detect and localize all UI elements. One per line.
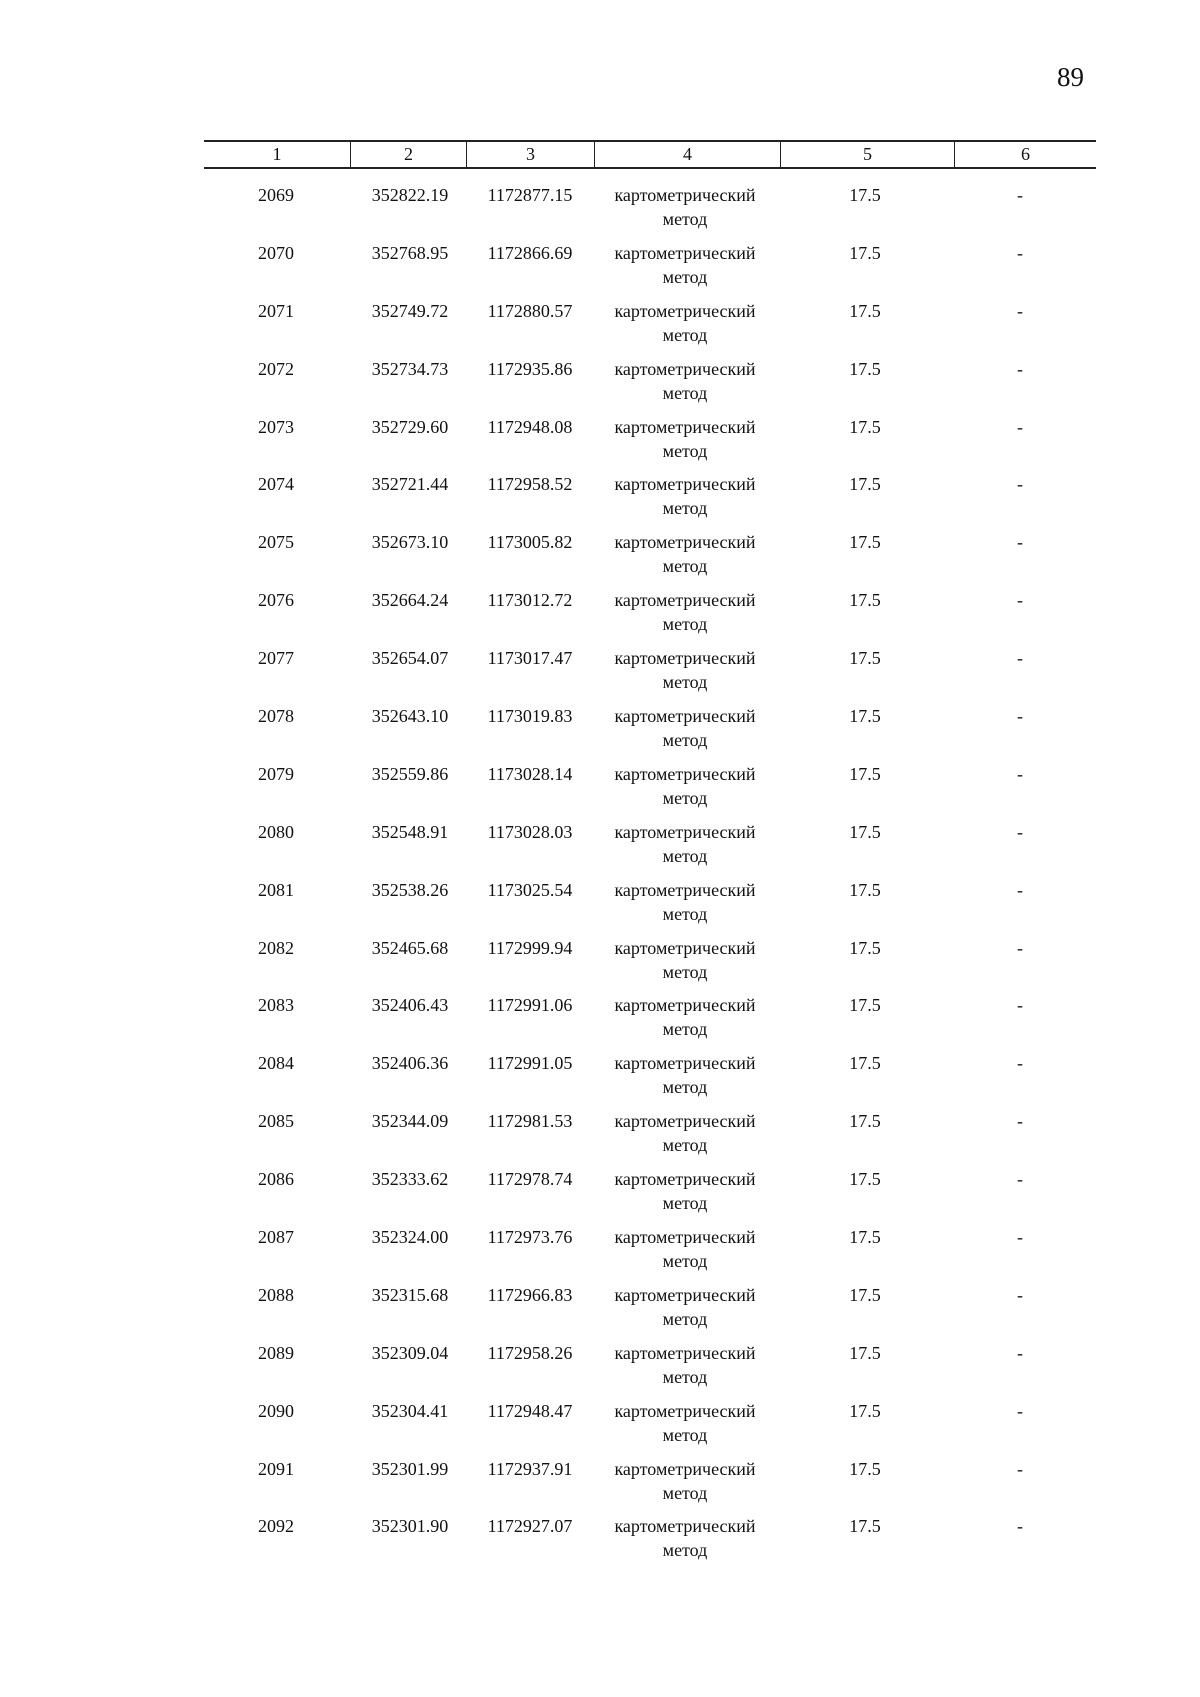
table-row <box>0 530 1200 588</box>
method-line-2: метод <box>662 1482 708 1503</box>
x-coordinate-cell: 352673.10 <box>371 532 449 553</box>
method-cell <box>590 820 780 868</box>
method-line-2: метод <box>662 1424 708 1445</box>
y-coordinate-cell: 1173028.03 <box>487 821 573 842</box>
method-line-2: метод <box>662 1251 708 1272</box>
x-coordinate-cell: 352301.90 <box>371 1516 449 1537</box>
y-coordinate-cell: 1173017.47 <box>487 648 573 669</box>
y-coordinate-cell: 1172958.26 <box>487 1342 573 1363</box>
method-line-1: картометрический <box>614 358 756 379</box>
method-cell <box>590 878 780 926</box>
x-coordinate-cell: 352768.95 <box>371 242 449 263</box>
accuracy-cell: 17.5 <box>849 416 881 437</box>
y-coordinate-cell: 1172927.07 <box>487 1516 573 1537</box>
x-coordinate-cell: 352643.10 <box>371 706 449 727</box>
method-line-1: картометрический <box>614 821 756 842</box>
method-cell <box>590 472 780 520</box>
method-line-1: картометрический <box>614 1169 756 1190</box>
method-line-2: метод <box>662 903 708 924</box>
method-line-2: метод <box>662 845 708 866</box>
point-number-cell: 2092 <box>258 1516 294 1537</box>
table-row <box>0 472 1200 530</box>
method-line-2: метод <box>662 1308 708 1329</box>
method-line-1: картометрический <box>614 1284 756 1305</box>
method-cell <box>590 993 780 1041</box>
x-coordinate-cell: 352344.09 <box>371 1111 449 1132</box>
column-header-1: 1 <box>272 144 282 164</box>
column-header-5: 5 <box>780 142 954 167</box>
point-number-cell: 2090 <box>258 1400 294 1421</box>
note-cell: - <box>1017 821 1023 842</box>
note-cell: - <box>1017 1342 1023 1363</box>
x-coordinate-cell: 352749.72 <box>371 300 449 321</box>
note-cell: - <box>1017 300 1023 321</box>
table-row <box>0 993 1200 1051</box>
table-row <box>0 1109 1200 1167</box>
table-row <box>0 299 1200 357</box>
note-cell: - <box>1017 648 1023 669</box>
note-cell: - <box>1017 937 1023 958</box>
x-coordinate-cell: 352406.36 <box>371 1053 449 1074</box>
table-row <box>0 646 1200 704</box>
point-number-cell: 2086 <box>258 1169 294 1190</box>
note-cell: - <box>1017 416 1023 437</box>
point-number-cell: 2078 <box>258 706 294 727</box>
table-row <box>0 1225 1200 1283</box>
point-number-cell: 2079 <box>258 763 294 784</box>
method-cell <box>590 646 780 694</box>
method-line-2: метод <box>662 672 708 693</box>
accuracy-cell: 17.5 <box>849 763 881 784</box>
method-line-1: картометрический <box>614 242 756 263</box>
y-coordinate-cell: 1172981.53 <box>487 1111 573 1132</box>
method-cell <box>590 704 780 752</box>
y-coordinate-cell: 1173025.54 <box>487 879 573 900</box>
accuracy-cell: 17.5 <box>849 937 881 958</box>
method-line-2: метод <box>662 498 708 519</box>
y-coordinate-cell: 1172978.74 <box>487 1169 573 1190</box>
method-line-1: картометрический <box>614 590 756 611</box>
accuracy-cell: 17.5 <box>849 1284 881 1305</box>
method-cell <box>590 299 780 347</box>
accuracy-cell: 17.5 <box>849 648 881 669</box>
accuracy-cell: 17.5 <box>849 1053 881 1074</box>
note-cell: - <box>1017 474 1023 495</box>
method-cell <box>590 357 780 405</box>
accuracy-cell: 17.5 <box>849 242 881 263</box>
accuracy-cell: 17.5 <box>849 185 881 205</box>
point-number-cell: 2081 <box>258 879 294 900</box>
note-cell: - <box>1017 995 1023 1016</box>
method-line-2: метод <box>662 1135 708 1156</box>
accuracy-cell: 17.5 <box>849 1111 881 1132</box>
point-number-cell: 2075 <box>258 532 294 553</box>
point-number-cell: 2080 <box>258 821 294 842</box>
method-line-1: картометрический <box>614 879 756 900</box>
method-line-2: метод <box>662 324 708 345</box>
method-line-2: метод <box>662 382 708 403</box>
point-number-cell: 2072 <box>258 358 294 379</box>
method-line-1: картометрический <box>614 1111 756 1132</box>
x-coordinate-cell: 352721.44 <box>371 474 449 495</box>
y-coordinate-cell: 1172935.86 <box>487 358 573 379</box>
column-header-6: 6 <box>954 142 1096 167</box>
x-coordinate-cell: 352333.62 <box>371 1169 449 1190</box>
method-line-1: картометрический <box>614 1227 756 1248</box>
y-coordinate-cell: 1172966.83 <box>487 1284 573 1305</box>
method-line-2: метод <box>662 961 708 982</box>
y-coordinate-cell: 1172866.69 <box>487 242 573 263</box>
method-line-1: картометрический <box>614 1516 756 1537</box>
point-number-cell: 2074 <box>258 474 294 495</box>
point-number-cell: 2091 <box>258 1458 294 1479</box>
method-line-1: картометрический <box>614 185 756 205</box>
method-cell <box>590 1341 780 1389</box>
method-line-2: метод <box>662 209 708 229</box>
table-header <box>204 140 1096 169</box>
method-line-2: метод <box>662 614 708 635</box>
method-line-2: метод <box>662 1019 708 1040</box>
accuracy-cell: 17.5 <box>849 1227 881 1248</box>
note-cell: - <box>1017 1284 1023 1305</box>
point-number-cell: 2077 <box>258 648 294 669</box>
table-body <box>0 183 1200 1572</box>
table-row <box>0 588 1200 646</box>
note-cell: - <box>1017 358 1023 379</box>
method-cell <box>590 762 780 810</box>
y-coordinate-cell: 1172958.52 <box>487 474 573 495</box>
accuracy-cell: 17.5 <box>849 532 881 553</box>
note-cell: - <box>1017 1516 1023 1537</box>
method-line-2: метод <box>662 440 708 461</box>
method-line-1: картометрический <box>614 648 756 669</box>
method-cell <box>590 530 780 578</box>
accuracy-cell: 17.5 <box>849 1516 881 1537</box>
y-coordinate-cell: 1173028.14 <box>487 763 573 784</box>
y-coordinate-cell: 1172973.76 <box>487 1227 573 1248</box>
method-line-1: картометрический <box>614 474 756 495</box>
point-number-cell: 2088 <box>258 1284 294 1305</box>
table-row <box>0 936 1200 994</box>
method-line-2: метод <box>662 1193 708 1214</box>
y-coordinate-cell: 1172937.91 <box>487 1458 573 1479</box>
x-coordinate-cell: 352301.99 <box>371 1458 449 1479</box>
point-number-cell: 2089 <box>258 1342 294 1363</box>
y-coordinate-cell: 1172991.05 <box>487 1053 573 1074</box>
method-cell <box>590 1283 780 1331</box>
method-line-1: картометрический <box>614 1053 756 1074</box>
method-cell <box>590 1457 780 1505</box>
method-line-2: метод <box>662 1366 708 1387</box>
point-number-cell: 2083 <box>258 995 294 1016</box>
accuracy-cell: 17.5 <box>849 995 881 1016</box>
x-coordinate-cell: 352822.19 <box>371 185 449 205</box>
note-cell: - <box>1017 1169 1023 1190</box>
table-row <box>0 241 1200 299</box>
x-coordinate-cell: 352548.91 <box>371 821 449 842</box>
method-line-1: картометрический <box>614 763 756 784</box>
table-row <box>0 357 1200 415</box>
method-cell <box>590 1109 780 1157</box>
method-line-2: метод <box>662 787 708 808</box>
x-coordinate-cell: 352664.24 <box>371 590 449 611</box>
accuracy-cell: 17.5 <box>849 1342 881 1363</box>
method-cell <box>590 1514 780 1562</box>
table-row <box>0 1341 1200 1399</box>
x-coordinate-cell: 352315.68 <box>371 1284 449 1305</box>
y-coordinate-cell: 1173019.83 <box>487 706 573 727</box>
page-number: 89 <box>1057 62 1084 92</box>
column-header-4: 4 <box>594 142 780 167</box>
method-line-2: метод <box>662 730 708 751</box>
y-coordinate-cell: 1172991.06 <box>487 995 573 1016</box>
x-coordinate-cell: 352729.60 <box>371 416 449 437</box>
note-cell: - <box>1017 242 1023 263</box>
note-cell: - <box>1017 763 1023 784</box>
x-coordinate-cell: 352654.07 <box>371 648 449 669</box>
point-number-cell: 2082 <box>258 937 294 958</box>
method-line-2: метод <box>662 1077 708 1098</box>
method-line-1: картометрический <box>614 1342 756 1363</box>
method-line-1: картометрический <box>614 1400 756 1421</box>
y-coordinate-cell: 1172880.57 <box>487 300 573 321</box>
x-coordinate-cell: 352309.04 <box>371 1342 449 1363</box>
point-number-cell: 2073 <box>258 416 294 437</box>
table-row <box>0 878 1200 936</box>
method-line-1: картометрический <box>614 532 756 553</box>
column-header-2: 2 <box>350 142 466 167</box>
table-row <box>0 183 1200 241</box>
y-coordinate-cell: 1172999.94 <box>487 937 573 958</box>
note-cell: - <box>1017 1053 1023 1074</box>
method-line-1: картометрический <box>614 416 756 437</box>
y-coordinate-cell: 1173005.82 <box>487 532 573 553</box>
method-line-1: картометрический <box>614 1458 756 1479</box>
table-row <box>0 1399 1200 1457</box>
table-row <box>0 415 1200 473</box>
method-cell <box>590 241 780 289</box>
column-header-3: 3 <box>466 142 594 167</box>
accuracy-cell: 17.5 <box>849 1400 881 1421</box>
method-cell <box>590 183 780 231</box>
method-line-2: метод <box>662 556 708 577</box>
table-row <box>0 762 1200 820</box>
accuracy-cell: 17.5 <box>849 1169 881 1190</box>
note-cell: - <box>1017 706 1023 727</box>
y-coordinate-cell: 1173012.72 <box>487 590 573 611</box>
note-cell: - <box>1017 1458 1023 1479</box>
table-row <box>0 1514 1200 1572</box>
point-number-cell: 2087 <box>258 1227 294 1248</box>
method-cell <box>590 415 780 463</box>
x-coordinate-cell: 352734.73 <box>371 358 449 379</box>
y-coordinate-cell: 1172877.15 <box>487 185 573 205</box>
x-coordinate-cell: 352559.86 <box>371 763 449 784</box>
table-row <box>0 704 1200 762</box>
point-number-cell: 2070 <box>258 242 294 263</box>
point-number-cell: 2071 <box>258 300 294 321</box>
method-cell <box>590 1399 780 1447</box>
accuracy-cell: 17.5 <box>849 879 881 900</box>
note-cell: - <box>1017 590 1023 611</box>
accuracy-cell: 17.5 <box>849 474 881 495</box>
method-line-2: метод <box>662 266 708 287</box>
note-cell: - <box>1017 532 1023 553</box>
table-row <box>0 1457 1200 1515</box>
method-cell <box>590 1051 780 1099</box>
accuracy-cell: 17.5 <box>849 821 881 842</box>
table-row <box>0 1167 1200 1225</box>
note-cell: - <box>1017 879 1023 900</box>
note-cell: - <box>1017 1111 1023 1132</box>
note-cell: - <box>1017 1227 1023 1248</box>
x-coordinate-cell: 352465.68 <box>371 937 449 958</box>
point-number-cell: 2076 <box>258 590 294 611</box>
point-number-cell: 2069 <box>258 185 294 205</box>
method-line-1: картометрический <box>614 937 756 958</box>
method-line-1: картометрический <box>614 706 756 727</box>
method-cell <box>590 1167 780 1215</box>
table-row <box>0 1283 1200 1341</box>
method-cell <box>590 936 780 984</box>
x-coordinate-cell: 352538.26 <box>371 879 449 900</box>
method-line-1: картометрический <box>614 995 756 1016</box>
method-line-2: метод <box>662 1540 708 1561</box>
y-coordinate-cell: 1172948.47 <box>487 1400 573 1421</box>
accuracy-cell: 17.5 <box>849 706 881 727</box>
accuracy-cell: 17.5 <box>849 590 881 611</box>
note-cell: - <box>1017 185 1023 205</box>
accuracy-cell: 17.5 <box>849 300 881 321</box>
point-number-cell: 2085 <box>258 1111 294 1132</box>
table-row <box>0 1051 1200 1109</box>
method-cell <box>590 588 780 636</box>
method-cell <box>590 1225 780 1273</box>
y-coordinate-cell: 1172948.08 <box>487 416 573 437</box>
table-row <box>0 820 1200 878</box>
accuracy-cell: 17.5 <box>849 358 881 379</box>
x-coordinate-cell: 352324.00 <box>371 1227 449 1248</box>
note-cell: - <box>1017 1400 1023 1421</box>
accuracy-cell: 17.5 <box>849 1458 881 1479</box>
method-line-1: картометрический <box>614 300 756 321</box>
point-number-cell: 2084 <box>258 1053 294 1074</box>
x-coordinate-cell: 352304.41 <box>371 1400 449 1421</box>
x-coordinate-cell: 352406.43 <box>371 995 449 1016</box>
